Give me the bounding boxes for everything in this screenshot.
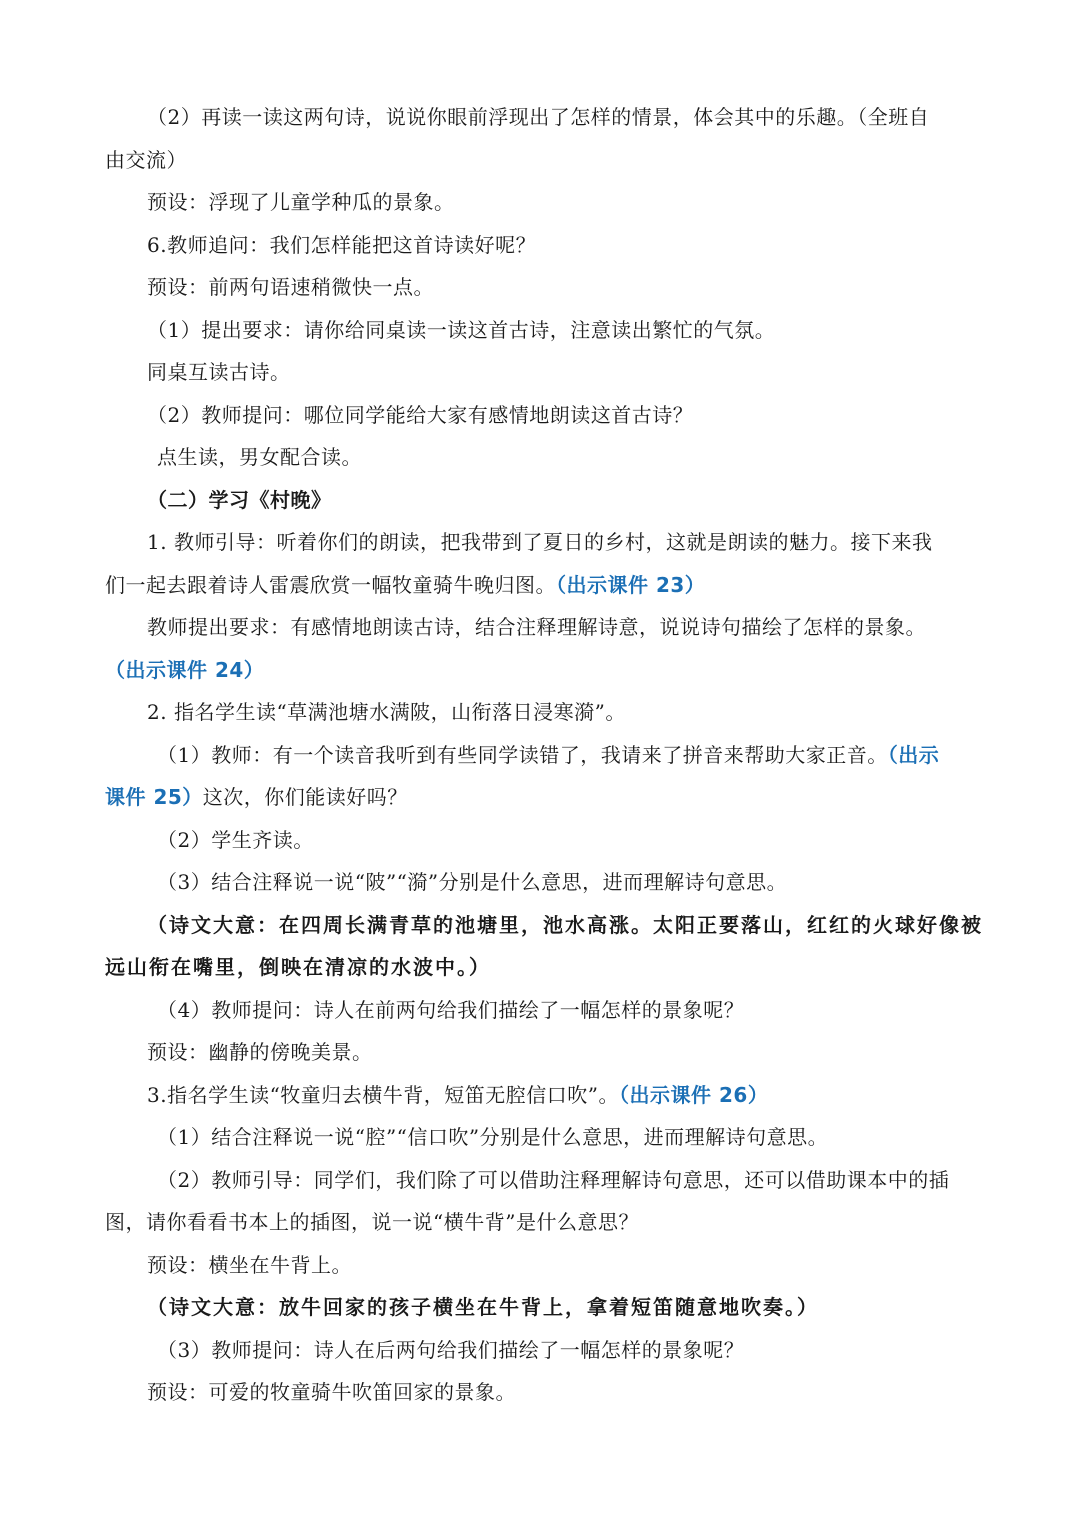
paragraph-line <box>105 1329 977 1372</box>
line-text: （3）结合注释说一说“陂”“漪”分别是什么意思，进而理解诗句意思。 <box>157 870 788 894</box>
line-text: 预设：可爱的牧童骑牛吹笛回家的景象。 <box>147 1380 516 1404</box>
line-text: 由交流） <box>105 147 187 172</box>
paragraph-line <box>105 224 977 267</box>
paragraph-line <box>105 564 977 607</box>
paragraph-line <box>105 1031 977 1074</box>
paragraph-line <box>105 776 977 819</box>
paragraph-line <box>105 989 977 1032</box>
paragraph-line <box>105 266 977 309</box>
line-text: 图，请你看看书本上的插图，说一说“横牛背”是什么意思？ <box>105 1210 639 1234</box>
paragraph-line <box>105 351 977 394</box>
line-text: 预设：浮现了儿童学种瓜的景象。 <box>147 190 455 214</box>
section-heading <box>105 479 977 522</box>
paragraph-line <box>105 1116 977 1159</box>
line-text: 同桌互读古诗。 <box>147 360 291 384</box>
line-text: （1）教师：有一个读音我听到有些同学读错了，我请来了拼音来帮助大家正音。 <box>157 742 888 767</box>
paragraph-line <box>105 1074 977 1117</box>
paragraph-line <box>105 96 977 139</box>
paragraph-line <box>105 1201 977 1244</box>
courseware-ref: （出示 <box>887 742 940 767</box>
courseware-ref: （出示课件 26） <box>619 1082 769 1107</box>
line-text: （2）再读一读这两句诗，说说你眼前浮现出了怎样的情景，体会其中的乐趣。（全班自 <box>147 105 930 129</box>
lesson-plan-body <box>105 96 983 1414</box>
paragraph-line <box>105 734 977 777</box>
line-text: 2. 指名学生读“草满池塘水满陂，山衔落日浸寒漪”。 <box>147 700 626 724</box>
paragraph-line <box>105 649 977 692</box>
poem-meaning-note <box>105 946 977 989</box>
courseware-ref: （出示课件 23） <box>556 572 706 597</box>
paragraph-line <box>105 819 977 862</box>
note-text: （诗文大意：在四周长满青草的池塘里，池水高涨。太阳正要落山，红红的火球好像被 <box>147 912 983 937</box>
line-text: 预设：横坐在牛背上。 <box>147 1252 352 1277</box>
line-text: 预设：前两句语速稍微快一点。 <box>147 275 434 299</box>
paragraph-line <box>105 394 977 437</box>
courseware-ref: 课件 25） <box>105 785 203 809</box>
line-text: 点生读，男女配合读。 <box>157 445 362 469</box>
line-text: 6.教师追问：我们怎样能把这首诗读好呢？ <box>147 232 537 257</box>
paragraph-line <box>105 691 977 734</box>
line-text: 们一起去跟着诗人雷震欣赏一幅牧童骑牛晚归图。 <box>105 572 556 597</box>
paragraph-line <box>105 1371 977 1414</box>
line-text: 1. 教师引导：听着你们的朗读，把我带到了夏日的乡村，这就是朗读的魅力。接下来我 <box>147 530 933 554</box>
line-text: （3）教师提问：诗人在后两句给我们描绘了一幅怎样的景象呢？ <box>157 1337 745 1362</box>
paragraph-line <box>105 606 977 649</box>
note-text: （诗文大意：放牛回家的孩子横坐在牛背上，拿着短笛随意地吹奏。） <box>147 1295 819 1319</box>
paragraph-line <box>105 436 977 479</box>
courseware-ref: （出示课件 24） <box>105 657 265 682</box>
line-text: （2）学生齐读。 <box>157 827 314 852</box>
line-text: 预设：幽静的傍晚美景。 <box>147 1040 373 1064</box>
line-text: 3.指名学生读“牧童归去横牛背，短笛无腔信口吹”。 <box>147 1082 620 1107</box>
line-text: 教师提出要求：有感情地朗读古诗，结合注释理解诗意，说说诗句描绘了怎样的景象。 <box>147 615 926 639</box>
paragraph-line <box>105 861 977 904</box>
heading-text: （二）学习《村晚》 <box>147 487 332 512</box>
line-text: （1）提出要求：请你给同桌读一读这首古诗，注意读出繁忙的气氛。 <box>147 317 776 342</box>
paragraph-line <box>105 1159 977 1202</box>
poem-meaning-note <box>105 1286 977 1329</box>
line-text: （2）教师提问：哪位同学能给大家有感情地朗读这首古诗？ <box>147 402 694 427</box>
line-text: （4）教师提问：诗人在前两句给我们描绘了一幅怎样的景象呢？ <box>157 997 745 1022</box>
line-text: 这次，你们能读好吗？ <box>202 785 408 809</box>
paragraph-line <box>105 309 977 352</box>
note-text: 远山衔在嘴里，倒映在清凉的水波中。） <box>105 955 491 979</box>
line-text: （2）教师引导：同学们，我们除了可以借助注释理解诗句意思，还可以借助课本中的插 <box>157 1167 950 1192</box>
paragraph-line <box>105 1244 977 1287</box>
poem-meaning-note <box>105 904 983 947</box>
line-text: （1）结合注释说一说“腔”“信口吹”分别是什么意思，进而理解诗句意思。 <box>157 1125 829 1149</box>
paragraph-line <box>105 521 977 564</box>
paragraph-line <box>105 139 977 182</box>
paragraph-line <box>105 181 977 224</box>
